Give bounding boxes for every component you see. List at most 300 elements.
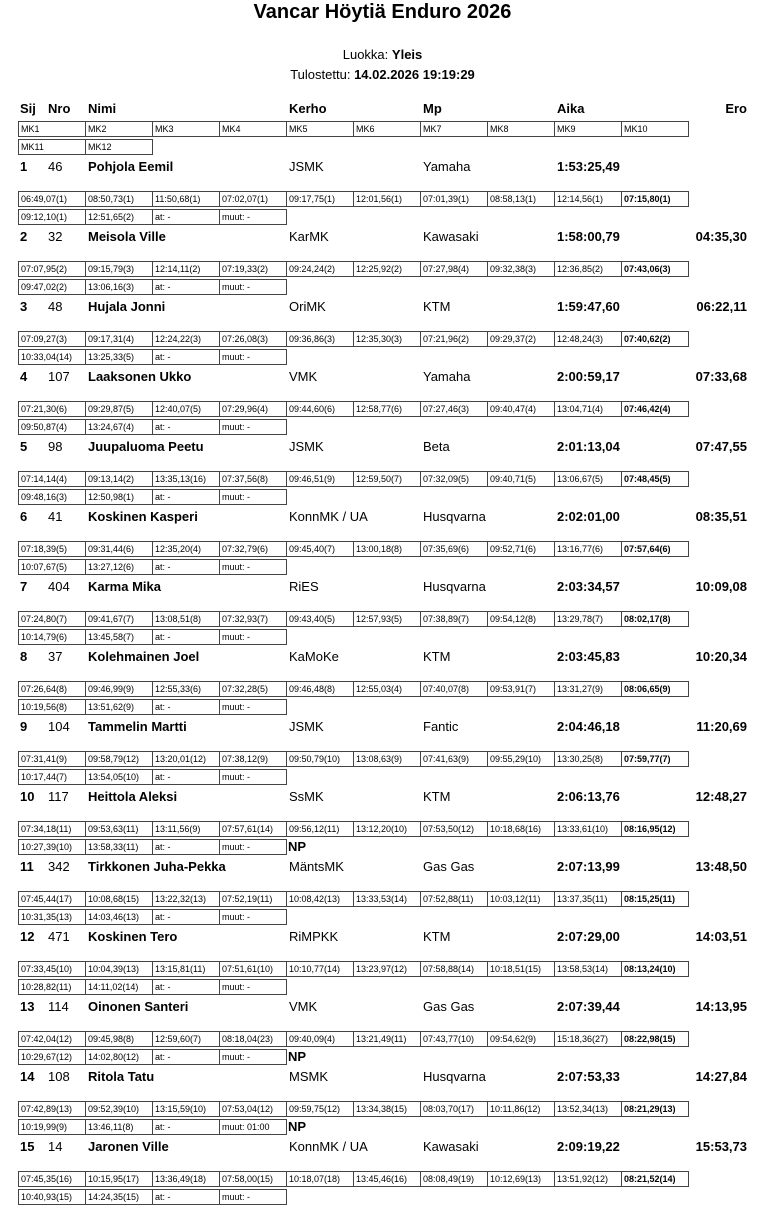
rider-total-time: 1:53:25,49 [557,159,620,174]
split-time-cell: 13:51,92(12) [554,1171,622,1187]
result-row [0,299,765,315]
split-time-cell: 07:19,33(2) [219,261,287,277]
split-time-cell: 13:00,18(8) [353,541,421,557]
split-time-cell: at: - [152,699,220,715]
rider-position: 15 [20,1139,35,1154]
split-time-cell: 10:08,42(13) [286,891,354,907]
result-row [0,929,765,945]
rider-number: 98 [48,439,63,454]
split-time-cell: 09:40,71(5) [487,471,555,487]
split-time-cell: 07:43,06(3) [621,261,689,277]
split-time-cell: 13:30,25(8) [554,751,622,767]
mk-header-cell: MK1 [18,121,86,137]
split-time-cell: 13:31,27(9) [554,681,622,697]
split-time-cell: 13:08,51(8) [152,611,220,627]
rider-club: JSMK [289,719,324,734]
mk-header-cell: MK6 [353,121,421,137]
split-time-cell: 07:41,63(9) [420,751,488,767]
rider-number: 117 [48,789,69,804]
split-time-cell: 09:52,71(6) [487,541,555,557]
split-times-row-2 [18,979,698,995]
rider-total-time: 2:03:34,57 [557,579,620,594]
split-time-cell: 07:42,89(13) [18,1101,86,1117]
split-time-cell: 07:45,35(16) [18,1171,86,1187]
split-time-cell: 13:04,71(4) [554,401,622,417]
split-time-cell: 13:08,63(9) [353,751,421,767]
split-time-cell: muut: - [219,209,287,225]
split-time-cell: 10:28,82(11) [18,979,86,995]
split-time-cell: 13:52,34(13) [554,1101,622,1117]
rider-position: 1 [20,159,28,174]
split-time-cell: 09:50,87(4) [18,419,86,435]
split-times-row-1 [18,821,698,837]
split-time-cell: 12:36,85(2) [554,261,622,277]
header-ero: Ero [725,101,747,116]
rider-total-time: 2:02:01,00 [557,509,620,524]
split-time-cell: 10:33,04(14) [18,349,86,365]
rider-club: RiES [289,579,319,594]
split-time-cell: 13:33,53(14) [353,891,421,907]
split-time-cell: 12:35,30(3) [353,331,421,347]
rider-club: SsMK [289,789,324,804]
header-kerho: Kerho [289,101,327,116]
split-times-row-2 [18,419,698,435]
split-time-cell: 08:21,52(14) [621,1171,689,1187]
split-time-cell: muut: - [219,1049,287,1065]
split-times-row-2 [18,909,698,925]
split-time-cell: 08:18,04(23) [219,1031,287,1047]
split-time-cell: 07:58,00(15) [219,1171,287,1187]
split-time-cell: 08:22,98(15) [621,1031,689,1047]
rider-number: 114 [48,999,69,1014]
split-time-cell: 10:04,39(13) [85,961,153,977]
split-time-cell: 13:34,38(15) [353,1101,421,1117]
split-time-cell: 08:02,17(8) [621,611,689,627]
split-time-cell: 09:17,75(1) [286,191,354,207]
split-time-cell: 07:37,56(8) [219,471,287,487]
mk-header-cell: MK2 [85,121,153,137]
split-time-cell: 09:58,79(12) [85,751,153,767]
split-time-cell: 07:01,39(1) [420,191,488,207]
class-label: Luokka: [342,47,389,62]
split-time-cell: 14:02,80(12) [85,1049,153,1065]
rider-number: 32 [48,229,63,244]
rider-club: VMK [289,999,318,1014]
result-row [0,1139,765,1155]
header-nro: Nro [48,101,71,116]
split-time-cell: 13:22,32(13) [152,891,220,907]
rider-bike: KTM [423,929,451,944]
rider-gap: 04:35,30 [695,229,747,244]
rider-position: 2 [20,229,28,244]
split-time-cell: 09:53,91(7) [487,681,555,697]
split-time-cell: 07:26,08(3) [219,331,287,347]
rider-bike: Yamaha [423,159,471,174]
split-times-row-2 [18,209,698,225]
split-time-cell: 09:46,48(8) [286,681,354,697]
split-time-cell: 12:55,03(4) [353,681,421,697]
split-times-row-2 [18,629,698,645]
rider-bike: Beta [423,439,450,454]
rider-total-time: 2:09:19,22 [557,1139,620,1154]
rider-gap: 07:47,55 [695,439,747,454]
split-times-row-1 [18,261,698,277]
split-time-cell: 10:18,07(18) [286,1171,354,1187]
header-aika: Aika [557,101,585,116]
split-time-cell: 09:29,37(2) [487,331,555,347]
rider-total-time: 2:00:59,17 [557,369,620,384]
rider-name: Tirkkonen Juha-Pekka [88,859,226,874]
split-time-cell: 07:38,89(7) [420,611,488,627]
rider-number: 342 [48,859,70,874]
split-times-row-1 [18,401,698,417]
split-time-cell: muut: - [219,979,287,995]
split-time-cell: muut: - [219,279,287,295]
split-time-cell: muut: - [219,489,287,505]
split-time-cell: at: - [152,629,220,645]
split-time-cell: 13:15,59(10) [152,1101,220,1117]
rider-total-time: 2:06:13,76 [557,789,620,804]
result-row [0,859,765,875]
split-time-cell: 08:13,24(10) [621,961,689,977]
split-time-cell: 08:06,65(9) [621,681,689,697]
split-time-cell: 09:45,40(7) [286,541,354,557]
rider-number: 104 [48,719,70,734]
rider-name: Meisola Ville [88,229,166,244]
split-time-cell: 09:40,47(4) [487,401,555,417]
column-headers [0,101,765,117]
split-time-cell: 10:29,67(12) [18,1049,86,1065]
split-time-cell: 09:31,44(6) [85,541,153,557]
split-time-cell: at: - [152,279,220,295]
split-time-cell: muut: - [219,909,287,925]
rider-gap: 15:53,73 [695,1139,747,1154]
rider-bike: Gas Gas [423,859,475,874]
split-time-cell: 13:12,20(10) [353,821,421,837]
split-time-cell: 07:40,07(8) [420,681,488,697]
rider-bike: Yamaha [423,369,471,384]
split-time-cell: 13:45,46(16) [353,1171,421,1187]
mk-header-cell: MK3 [152,121,220,137]
split-times-row-1 [18,1101,698,1117]
split-times-row-1 [18,191,698,207]
rider-name: Koskinen Kasperi [88,509,198,524]
split-time-cell: 14:11,02(14) [85,979,153,995]
rider-position: 14 [20,1069,35,1084]
rider-position: 4 [20,369,28,384]
rider-gap: 12:48,27 [695,789,747,804]
split-time-cell: at: - [152,909,220,925]
rider-number: 41 [48,509,63,524]
rider-total-time: 2:07:13,99 [557,859,620,874]
split-times-row-1 [18,961,698,977]
rider-number: 14 [48,1139,63,1154]
split-time-cell: 09:47,02(2) [18,279,86,295]
split-time-cell: 12:40,07(5) [152,401,220,417]
split-time-cell: muut: - [219,419,287,435]
rider-bike: Husqvarna [423,509,486,524]
split-time-cell: 09:40,09(4) [286,1031,354,1047]
rider-total-time: 2:04:46,18 [557,719,620,734]
rider-club: KarMK [289,229,329,244]
split-time-cell: 13:58,33(11) [85,839,153,855]
split-time-cell: 07:42,04(12) [18,1031,86,1047]
split-time-cell: 07:40,62(2) [621,331,689,347]
split-time-cell: 08:58,13(1) [487,191,555,207]
split-time-cell: at: - [152,979,220,995]
split-time-cell: 07:14,14(4) [18,471,86,487]
split-times-row-2 [18,699,698,715]
split-time-cell: 13:11,56(9) [152,821,220,837]
split-time-cell: 06:49,07(1) [18,191,86,207]
rider-bike: Fantic [423,719,459,734]
result-row [0,1069,765,1085]
split-time-cell: 09:45,98(8) [85,1031,153,1047]
split-time-cell: 07:21,96(2) [420,331,488,347]
rider-club: VMK [289,369,318,384]
mk-header-cell: MK4 [219,121,287,137]
split-time-cell: at: - [152,1049,220,1065]
split-time-cell: muut: - [219,1189,287,1205]
header-nimi: Nimi [88,101,117,116]
rider-club: JSMK [289,439,324,454]
split-time-cell: 07:15,80(1) [621,191,689,207]
rider-gap: 11:20,69 [696,719,747,734]
split-time-cell: 07:52,88(11) [420,891,488,907]
split-time-cell: 13:06,16(3) [85,279,153,295]
split-time-cell: 12:24,22(3) [152,331,220,347]
split-time-cell: 10:11,86(12) [487,1101,555,1117]
split-time-cell: 07:53,50(12) [420,821,488,837]
split-time-cell: at: - [152,209,220,225]
split-time-cell: 09:43,40(5) [286,611,354,627]
split-time-cell: 13:15,81(11) [152,961,220,977]
split-time-cell: 10:07,67(5) [18,559,86,575]
split-time-cell: 12:55,33(6) [152,681,220,697]
split-time-cell: 09:50,79(10) [286,751,354,767]
split-time-cell: 07:33,45(10) [18,961,86,977]
split-time-cell: 08:08,49(19) [420,1171,488,1187]
split-time-cell: muut: - [219,699,287,715]
split-time-cell: 10:14,79(6) [18,629,86,645]
rider-total-time: 2:01:13,04 [557,439,620,454]
mk-header-row-2 [18,139,698,155]
split-time-cell: 13:33,61(10) [554,821,622,837]
result-row [0,999,765,1015]
rider-gap: 10:20,34 [695,649,747,664]
split-time-cell: 07:18,39(5) [18,541,86,557]
rider-total-time: 2:07:29,00 [557,929,620,944]
np-marker: NP [288,1119,307,1134]
split-time-cell: 13:58,53(14) [554,961,622,977]
split-time-cell: 13:21,49(11) [353,1031,421,1047]
split-time-cell: at: - [152,769,220,785]
split-time-cell: muut: - [219,559,287,575]
rider-gap: 14:27,84 [695,1069,747,1084]
rider-name: Koskinen Tero [88,929,178,944]
split-time-cell: 09:15,79(3) [85,261,153,277]
rider-total-time: 2:07:53,33 [557,1069,620,1084]
split-time-cell: 09:55,29(10) [487,751,555,767]
mk-header-cell: MK5 [286,121,354,137]
result-row [0,369,765,385]
split-time-cell: 09:54,62(9) [487,1031,555,1047]
split-time-cell: 07:31,41(9) [18,751,86,767]
rider-club: MäntsMK [289,859,344,874]
split-time-cell: 08:16,95(12) [621,821,689,837]
split-time-cell: 07:45,44(17) [18,891,86,907]
rider-position: 3 [20,299,28,314]
split-time-cell: 07:21,30(6) [18,401,86,417]
rider-position: 10 [20,789,35,804]
split-time-cell: 13:20,01(12) [152,751,220,767]
result-row [0,719,765,735]
split-time-cell: 07:27,46(3) [420,401,488,417]
split-times-row-1 [18,1031,698,1047]
mk-header-cell: MK11 [18,139,86,155]
rider-name: Jaronen Ville [88,1139,169,1154]
split-time-cell: 10:03,12(11) [487,891,555,907]
rider-name: Pohjola Eemil [88,159,174,174]
result-row [0,229,765,245]
rider-position: 5 [20,439,28,454]
split-time-cell: 08:15,25(11) [621,891,689,907]
split-time-cell: 12:48,24(3) [554,331,622,347]
split-time-cell: 07:32,28(5) [219,681,287,697]
split-time-cell: 07:26,64(8) [18,681,86,697]
split-time-cell: 11:50,68(1) [152,191,220,207]
split-time-cell: 07:07,95(2) [18,261,86,277]
rider-total-time: 1:58:00,79 [557,229,620,244]
rider-club: RiMPKK [289,929,339,944]
split-time-cell: 10:12,69(13) [487,1171,555,1187]
split-time-cell: 13:35,13(16) [152,471,220,487]
split-times-row-1 [18,471,698,487]
result-row [0,649,765,665]
rider-name: Oinonen Santeri [88,999,189,1014]
rider-position: 9 [20,719,28,734]
mk-header-cell: MK8 [487,121,555,137]
rider-bike: KTM [423,299,451,314]
split-times-row-1 [18,331,698,347]
split-times-row-2 [18,489,698,505]
split-time-cell: 13:51,62(9) [85,699,153,715]
split-time-cell: 09:44,60(6) [286,401,354,417]
rider-bike: Kawasaki [423,1139,479,1154]
split-time-cell: 10:31,35(13) [18,909,86,925]
rider-gap: 07:33,68 [695,369,747,384]
split-times-row-1 [18,541,698,557]
rider-position: 13 [20,999,35,1014]
split-time-cell: 13:54,05(10) [85,769,153,785]
split-time-cell: 12:14,11(2) [152,261,220,277]
split-time-cell: 09:46,99(9) [85,681,153,697]
rider-position: 7 [20,579,28,594]
split-time-cell: 12:25,92(2) [353,261,421,277]
split-time-cell: 10:10,77(14) [286,961,354,977]
split-time-cell: 07:34,18(11) [18,821,86,837]
np-marker: NP [288,839,307,854]
split-time-cell: 12:14,56(1) [554,191,622,207]
mk-header-row-1 [18,121,698,137]
rider-position: 12 [20,929,35,944]
rider-gap: 08:35,51 [695,509,747,524]
split-time-cell: 09:32,38(3) [487,261,555,277]
split-time-cell: 09:56,12(11) [286,821,354,837]
split-time-cell: 13:24,67(4) [85,419,153,435]
split-time-cell: 07:59,77(7) [621,751,689,767]
split-time-cell: 13:36,49(18) [152,1171,220,1187]
split-time-cell: at: - [152,489,220,505]
rider-club: KonnMK / UA [289,1139,368,1154]
split-time-cell: 07:32,93(7) [219,611,287,627]
split-time-cell: 12:59,60(7) [152,1031,220,1047]
split-times-row-2 [18,559,698,575]
rider-name: Juupaluoma Peetu [88,439,204,454]
rider-number: 471 [48,929,70,944]
split-times-row-2 [18,279,698,295]
split-time-cell: 07:32,09(5) [420,471,488,487]
rider-club: JSMK [289,159,324,174]
split-time-cell: 07:38,12(9) [219,751,287,767]
split-time-cell: at: - [152,559,220,575]
split-time-cell: 12:01,56(1) [353,191,421,207]
rider-number: 48 [48,299,63,314]
header-mp: Mp [423,101,442,116]
split-time-cell: 10:18,51(15) [487,961,555,977]
split-time-cell: 09:41,67(7) [85,611,153,627]
split-time-cell: 13:16,77(6) [554,541,622,557]
rider-club: KonnMK / UA [289,509,368,524]
rider-position: 6 [20,509,28,524]
rider-number: 404 [48,579,70,594]
split-time-cell: 07:51,61(10) [219,961,287,977]
result-row [0,439,765,455]
split-time-cell: 13:37,35(11) [554,891,622,907]
split-time-cell: 07:53,04(12) [219,1101,287,1117]
result-row [0,159,765,175]
split-time-cell: 09:12,10(1) [18,209,86,225]
split-time-cell: 07:57,64(6) [621,541,689,557]
split-time-cell: muut: - [219,629,287,645]
page-title: Vancar Höytiä Enduro 2026 [253,1,512,23]
split-time-cell: 08:03,70(17) [420,1101,488,1117]
split-time-cell: 09:13,14(2) [85,471,153,487]
split-time-cell: 07:02,07(1) [219,191,287,207]
rider-bike: Husqvarna [423,579,486,594]
split-time-cell: muut: - [219,349,287,365]
split-time-cell: muut: - [219,839,287,855]
split-time-cell: at: - [152,839,220,855]
split-times-row-1 [18,891,698,907]
split-time-cell: muut: 01:00 [219,1119,287,1135]
split-time-cell: 09:24,24(2) [286,261,354,277]
split-time-cell: 07:43,77(10) [420,1031,488,1047]
rider-position: 8 [20,649,28,664]
rider-number: 46 [48,159,63,174]
split-time-cell: 12:57,93(5) [353,611,421,627]
split-times-row-2 [18,1189,698,1205]
class-value: Yleis [391,47,423,62]
rider-name: Laaksonen Ukko [88,369,192,384]
split-time-cell: 10:27,39(10) [18,839,86,855]
split-times-row-1 [18,751,698,767]
mk-header-cell: MK10 [621,121,689,137]
split-time-cell: 12:35,20(4) [152,541,220,557]
split-time-cell: 09:46,51(9) [286,471,354,487]
result-row [0,789,765,805]
split-time-cell: 10:40,93(15) [18,1189,86,1205]
